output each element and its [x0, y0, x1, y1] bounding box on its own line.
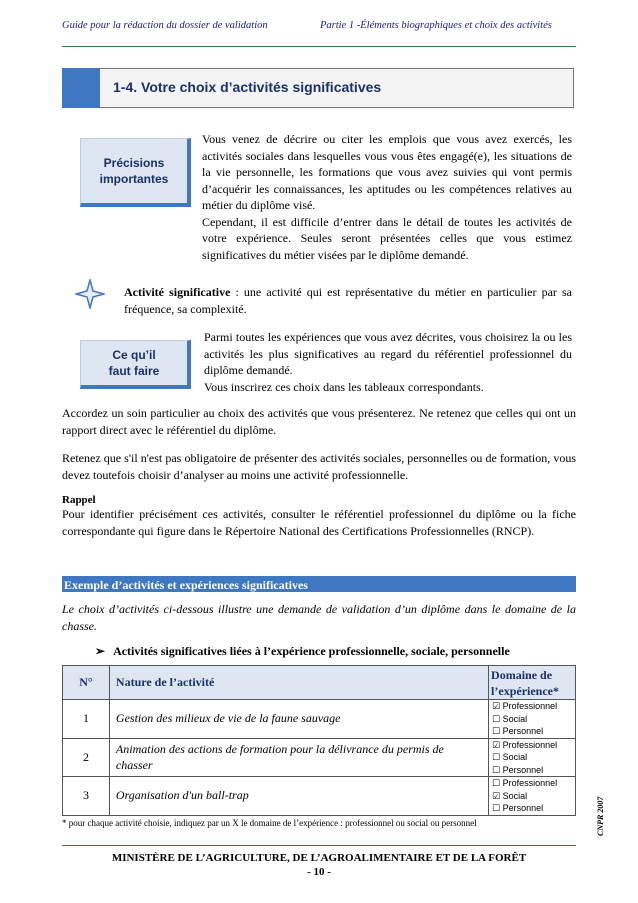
- cequil-para1: Parmi toutes les expériences que vous avez décrites, vous choisirez la ou les activités les plus significatives au regard du référentiel professionnel du diplôme demandé.: [204, 330, 572, 377]
- domaine-option[interactable]: [492, 764, 575, 777]
- row-nature: Organisation d'un ball-trap: [109, 777, 488, 816]
- row-number: 3: [63, 777, 110, 816]
- col-domaine-line2: l’expérience*: [491, 683, 559, 698]
- bullet-arrow-icon: ➢: [95, 644, 106, 658]
- domaine-option[interactable]: [492, 739, 575, 752]
- body-paragraph-1: Accordez un soin particulier au choix des activités que vous présenterez. Ne retenez que celles qui ont un rapport direct avec le référentiel du diplôme.: [62, 406, 576, 437]
- table-header-row: [63, 666, 576, 700]
- checkbox-icon[interactable]: ☑: [492, 739, 501, 750]
- col-domaine-header: [489, 666, 576, 700]
- side-label-wrap: [596, 780, 608, 840]
- header-left: Guide pour la rédaction du dossier de validation: [62, 20, 268, 31]
- domaine-label: Personnel: [502, 764, 544, 775]
- domaine-option[interactable]: [492, 777, 575, 790]
- checkbox-icon[interactable]: ☑: [492, 701, 501, 711]
- checkbox-icon[interactable]: ☐: [492, 713, 501, 724]
- precisions-para1: Vous venez de décrire ou citer les emplois que vous avez exercés, les activités sociales dans lesquelles vous vous êtes engagé(e), les situations de la vie personnelle, les formations que vous avez suivies qui vont permis d’acquérir les connaissances, les aptitudes ou les compétences relatives au métier du diplôme visé.: [202, 132, 572, 212]
- header-divider: [62, 46, 576, 47]
- domaine-option[interactable]: [492, 713, 575, 726]
- rappel-text: Pour identifier précisément ces activités, consulter le référentiel professionnel du diplôme ou la fiche correspondante qui figure dans le Répertoire National des Certifications Professionnelles (RNCP).: [62, 507, 576, 538]
- table-row: [63, 777, 576, 816]
- row-domaine: [489, 738, 576, 777]
- example-section-label: Exemple d’activités et expériences significatives: [64, 578, 308, 592]
- col-nature-header: Nature de l’activité: [109, 666, 488, 700]
- row-nature: Gestion des milieux de vie de la faune sauvage: [109, 700, 488, 739]
- cequil-tag-line2: faut faire: [108, 364, 160, 378]
- definition-text: [124, 284, 572, 317]
- checkbox-icon[interactable]: ☐: [492, 764, 501, 775]
- row-number: 2: [63, 738, 110, 777]
- section-title: 1-4. Votre choix d’activités significatives: [113, 79, 382, 95]
- domaine-label: Personnel: [502, 803, 544, 813]
- precisions-para2: Cependant, il est difficile d’entrer dans le détail de toutes les activités de votre expérience. Seules seront présentées celles que vous estimez significatives du métier visées par le diplôme demandé.: [202, 214, 572, 262]
- precisions-tag: [80, 138, 191, 207]
- domaine-label: Social: [502, 790, 528, 801]
- domaine-label: Professionnel: [502, 778, 558, 788]
- footer-ministry: MINISTÈRE DE L’AGRICULTURE, DE L’AGROALIMENTAIRE ET DE LA FORÊT: [111, 852, 527, 864]
- domaine-label: Personnel: [502, 726, 544, 736]
- domaine-label: Social: [502, 752, 528, 762]
- side-label: CNPR 2007: [596, 796, 605, 836]
- page-number: - 10 -: [307, 866, 331, 878]
- table-footnote: * pour chaque activité choisie, indiquez par un X le domaine de l’expérience : professionnel ou social ou personnel: [62, 818, 477, 828]
- row-number: 1: [63, 700, 110, 739]
- domaine-option[interactable]: [492, 751, 575, 764]
- checkbox-icon[interactable]: ☑: [492, 790, 501, 801]
- table-row: [63, 700, 576, 739]
- footer-divider: [62, 845, 576, 846]
- cequil-text: [204, 329, 572, 395]
- checkbox-icon[interactable]: ☐: [492, 803, 501, 813]
- table-row: [63, 738, 576, 777]
- cequil-tag-line1: Ce qu’il: [112, 348, 156, 362]
- checkbox-icon[interactable]: ☐: [492, 752, 501, 762]
- row-domaine: [489, 777, 576, 816]
- star-icon: [75, 279, 105, 309]
- header-right: Partie 1 -Éléments biographiques et choix des activités: [320, 20, 552, 31]
- domaine-label: Professionnel: [502, 739, 558, 750]
- checkbox-icon[interactable]: ☐: [492, 726, 501, 736]
- domaine-option[interactable]: [492, 700, 575, 713]
- cequil-tag: [80, 340, 191, 389]
- domaine-option[interactable]: [492, 802, 575, 815]
- rappel-title: Rappel: [62, 494, 96, 506]
- example-intro: Le choix d’activités ci-dessous illustre une demande de validation d’un diplôme dans le domaine de la chasse.: [62, 602, 576, 633]
- body-paragraph-2: Retenez que s'il n'est pas obligatoire de présenter des activités sociales, personnelles ou de formation, vous devez toutefois choisir d’analyser au moins une activité professionnelle.: [62, 451, 576, 482]
- precisions-text: [202, 131, 572, 263]
- domaine-label: Social: [502, 713, 528, 724]
- example-bullet: [95, 644, 510, 659]
- domaine-label: Professionnel: [502, 701, 558, 711]
- precisions-tag-line2: importantes: [99, 172, 169, 186]
- cequil-para2: Vous inscrirez ces choix dans les tableaux correspondants.: [204, 379, 484, 394]
- domaine-option[interactable]: [492, 725, 575, 738]
- row-domaine: [489, 700, 576, 739]
- col-domaine-line1: Domaine de: [491, 667, 553, 682]
- checkbox-icon[interactable]: ☐: [492, 778, 501, 788]
- precisions-tag-line1: Précisions: [103, 156, 165, 170]
- activities-table: [62, 665, 576, 816]
- domaine-option[interactable]: [492, 790, 575, 803]
- col-number-header: N°: [63, 666, 110, 700]
- definition-term: Activité significative: [124, 285, 231, 299]
- definition-body: : une activité qui est représentative du métier en particulier par sa fréquence, sa complexité.: [124, 285, 572, 316]
- row-nature: Animation des actions de formation pour la délivrance du permis de chasser: [109, 738, 488, 777]
- section-title-accent: [62, 68, 100, 108]
- example-bullet-text: Activités significatives liées à l’expérience professionnelle, sociale, personnelle: [113, 644, 510, 658]
